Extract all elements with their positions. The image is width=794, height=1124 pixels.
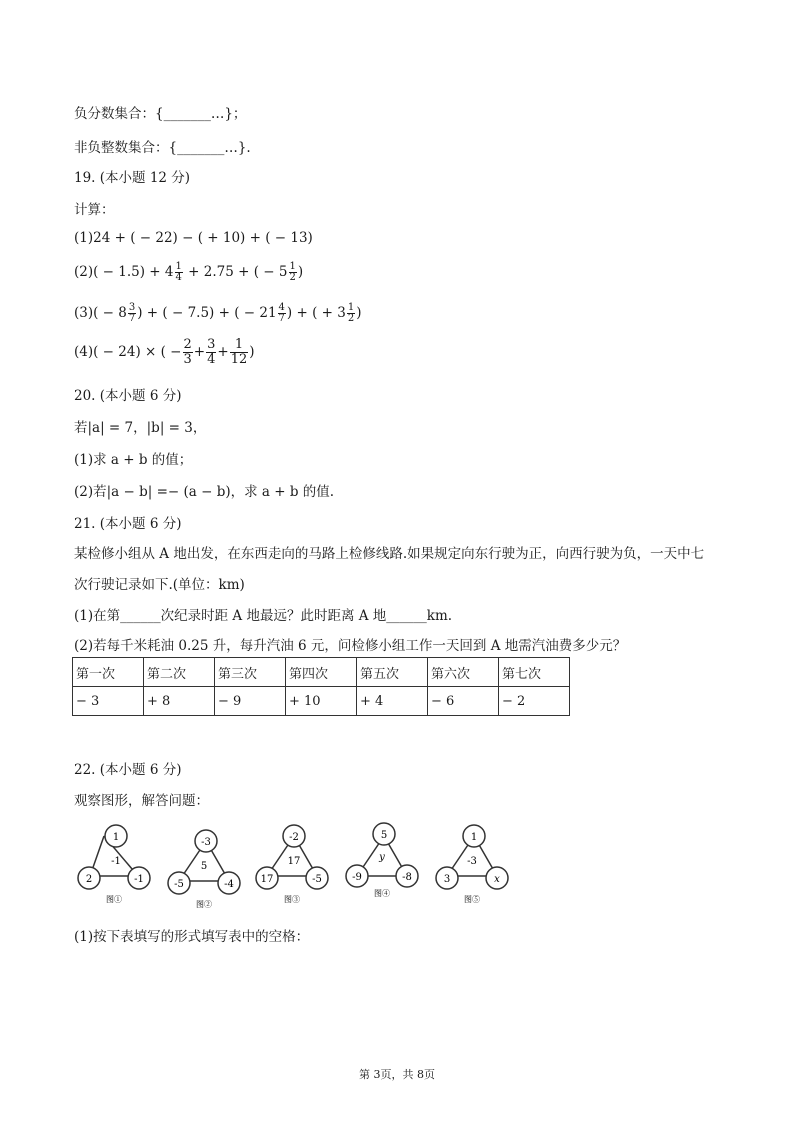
figure-center-number: -3 <box>467 856 477 867</box>
figure-left-number: 2 <box>85 874 93 885</box>
q20-part1: (1)求 a + b 的值； <box>74 452 193 468</box>
table-cell: + 10 <box>286 687 357 716</box>
figure-4 <box>346 823 418 898</box>
q19-part3: (3)( − 8 $\frac{3}{7}$ ) + ( − 7.5) + ( − 21 $\frac{4}{7}$ ) + ( + 3 $\frac{1}{2}$ ) <box>74 302 362 324</box>
figure-left-number: -9 <box>352 872 362 883</box>
q22-header: 22. (本小题 6 分) <box>74 762 182 778</box>
table-cell: + 8 <box>144 687 215 716</box>
table-cell: − 9 <box>215 687 286 716</box>
q22-part1: (1)按下表填写的形式填写表中的空格： <box>74 929 310 945</box>
figure-center-number: 5 <box>200 861 208 872</box>
figure-center-number: -1 <box>111 856 121 867</box>
table-header-cell: 第一次 <box>73 658 144 687</box>
figure-right-number: -1 <box>134 874 144 885</box>
table-row <box>73 687 570 716</box>
figure-left-number: 17 <box>260 874 274 885</box>
q20-part2: (2)若|a − b| =− (a − b)，求 a + b 的值. <box>74 484 335 500</box>
figure-top-number: -2 <box>289 832 299 843</box>
q19-part4: (4)( − 24) × ( − $\frac{2}{3}$ + $\frac{3}{4}$ + $\frac{1}{12}$ ) <box>74 337 255 367</box>
q22-instruction: 观察图形，解答问题： <box>74 793 209 809</box>
figure-left-number: -5 <box>174 879 184 890</box>
table-header-row <box>73 658 570 687</box>
figure-3 <box>256 825 328 904</box>
page-footer: 第 3页，共 8页 <box>359 1068 435 1081</box>
table-header-cell: 第六次 <box>428 658 499 687</box>
negative-fraction-set-line: 负分数集合：{_______…}； <box>74 106 247 122</box>
q21-text-line1: 某检修小组从 A 地出发，在东西走向的马路上检修线路.如果规定向东行驶为正，向西行驶为负，一天中七 <box>74 546 705 562</box>
figure-caption: 图③ <box>284 895 300 904</box>
q19-instruction: 计算： <box>74 202 115 218</box>
figure-right-number: -4 <box>224 879 234 890</box>
table-header-cell: 第二次 <box>144 658 215 687</box>
figure-top-number: 5 <box>380 830 388 841</box>
figure-right-number: x <box>494 874 500 885</box>
q20-condition: 若|a| = 7，|b| = 3， <box>74 420 207 436</box>
figure-caption: 图⑤ <box>464 895 480 904</box>
q21-header: 21. (本小题 6 分) <box>74 516 182 532</box>
table-header-cell: 第四次 <box>286 658 357 687</box>
q19-part2: (2)( − 1.5) + 4 $\frac{1}{4}$ + 2.75 + ( − 5 $\frac{1}{2}$ ) <box>74 261 304 283</box>
figure-top-number: 1 <box>470 832 478 843</box>
q20-header: 20. (本小题 6 分) <box>74 388 182 404</box>
driving-record-table <box>72 657 570 716</box>
figure-top-number: -3 <box>201 837 211 848</box>
figure-left-number: 3 <box>443 874 451 885</box>
figure-right-number: -8 <box>402 872 412 883</box>
figure-caption: 图① <box>106 895 122 904</box>
figure-top-number: 1 <box>112 832 120 843</box>
table-header-cell: 第七次 <box>499 658 570 687</box>
q19-part1: (1)24 + ( − 22) − ( + 10) + ( − 13) <box>74 230 313 246</box>
q19-header: 19. (本小题 12 分) <box>74 170 191 186</box>
table-cell: + 4 <box>357 687 428 716</box>
q21-text-line2: 次行驶记录如下.(单位：km) <box>74 577 245 593</box>
nonnegative-integer-set-line: 非负整数集合：{_______…}. <box>74 140 251 156</box>
figure-5 <box>436 825 508 904</box>
figure-1 <box>78 825 150 904</box>
figure-caption: 图④ <box>374 889 390 898</box>
figure-center-number: y <box>379 852 385 863</box>
figure-right-number: -5 <box>312 874 322 885</box>
q21-part2: (2)若每千米耗油 0.25 升，每升汽油 6 元，问检修小组工作一天回到 A 地需汽油费多少元？ <box>74 638 627 654</box>
table-cell: − 6 <box>428 687 499 716</box>
figure-center-number: 17 <box>287 856 301 867</box>
table-header-cell: 第三次 <box>215 658 286 687</box>
table-header-cell: 第五次 <box>357 658 428 687</box>
figure-2 <box>168 830 240 908</box>
triangle-figures <box>74 820 534 908</box>
q21-part1: (1)在第______次纪录时距 A 地最远？此时距离 A 地______km. <box>74 608 453 624</box>
table-cell: − 3 <box>73 687 144 716</box>
figure-caption: 图② <box>196 900 212 908</box>
table-cell: − 2 <box>499 687 570 716</box>
